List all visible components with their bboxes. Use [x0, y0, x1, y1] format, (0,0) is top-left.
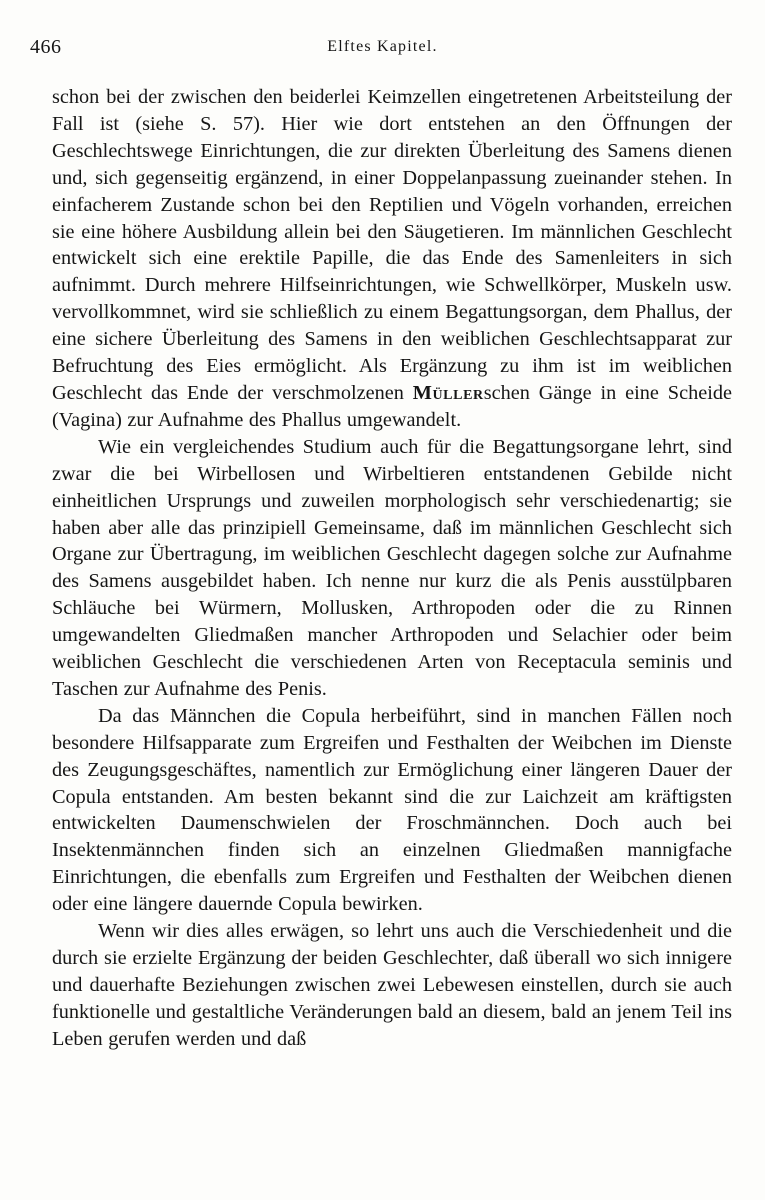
- paragraph-1-text-end: schen Gänge in eine Scheide (Vagina) zur Aufnahme des Phallus umgewandelt.: [52, 381, 732, 431]
- paragraph-3: Da das Männchen die Copula herbeiführt, sind in manchen Fällen noch besondere Hilfsapparate zum Ergreifen und Festhalten der Weibchen im Dienste des Zeugungsgeschäftes, namentlich zur Ermöglichung einer längeren Dauer der Copula entstanden. Am besten bekannt sind die zur Laichzeit am kräftigsten entwickelten Daumenschwielen der Froschmännchen. Doch auch bei Insektenmännchen finden sich an einzelnen Gliedmaßen mannigfache Einrichtungen, die ebenfalls zum Ergreifen und Festhalten der Weibchen dienen oder eine längere dauernde Copula bewirken.: [52, 704, 732, 916]
- page-number: 466: [30, 36, 62, 58]
- page-header: [0, 36, 765, 60]
- running-title: Elftes Kapitel.: [327, 38, 438, 55]
- paragraph-1: [52, 84, 732, 434]
- paragraph-1-text: schon bei der zwischen den beiderlei Keimzellen eingetretenen Arbeitsteilung der Fall ist (siehe S. 57). Hier wie dort entstehen an den Öffnungen der Geschlechtswege Einrichtungen, die zur direkten Überleitung des Samens dienen und, sich gegenseitig ergänzend, in einer Doppelanpassung zueinander stehen. In einfacherem Zustande schon bei den Reptilien und Vögeln vorhanden, erreichen sie eine höhere Ausbildung allein bei den Säugetieren. Im männlichen Geschlecht entwickelt sich eine erektile Papille, die das Ende des Samenleiters in sich aufnimmt. Durch mehrere Hilfseinrichtungen, wie Schwellkörper, Muskeln usw. vervollkommnet, wird sie schließlich zu einem Begattungsorgan, dem Phallus, der eine sichere Überleitung des Samens in den weiblichen Geschlechtsapparat zur Befruchtung des Eies ermöglicht. Als Ergänzung zu ihm ist im weiblichen Geschlecht das Ende der verschmolzenen: [52, 86, 732, 404]
- author-name-mueller: Müller: [412, 381, 484, 404]
- paragraph-2: Wie ein vergleichendes Studium auch für die Begattungsorgane lehrt, sind zwar die bei Wirbellosen und Wirbeltieren entstandenen Gebilde nicht einheitlichen Ursprungs und zuweilen morphologisch sehr verschiedenartig; sie haben aber alle das prinzipiell Gemeinsame, daß im männlichen Geschlecht sich Organe zur Übertragung, im weiblichen Geschlecht dagegen solche zur Aufnahme des Samens ausgebildet haben. Ich nenne nur kurz die als Penis ausstülpbaren Schläuche bei Würmern, Mollusken, Arthropoden oder die zu Rinnen umgewandelten Gliedmaßen mancher Arthropoden und Selachier oder beim weiblichen Geschlecht die verschiedenen Arten von Receptacula seminis und Taschen zur Aufnahme des Penis.: [52, 435, 732, 700]
- page-body: [52, 84, 732, 1053]
- paragraph-4: Wenn wir dies alles erwägen, so lehrt uns auch die Verschiedenheit und die durch sie erzielte Ergänzung der beiden Geschlechter, daß überall wo sich innigere und dauerhafte Beziehungen zwischen zwei Lebewesen einstellen, durch sie auch funktionelle und gestaltliche Veränderungen bald an diesem, bald an jenem Teil ins Leben gerufen werden und daß: [52, 920, 732, 1050]
